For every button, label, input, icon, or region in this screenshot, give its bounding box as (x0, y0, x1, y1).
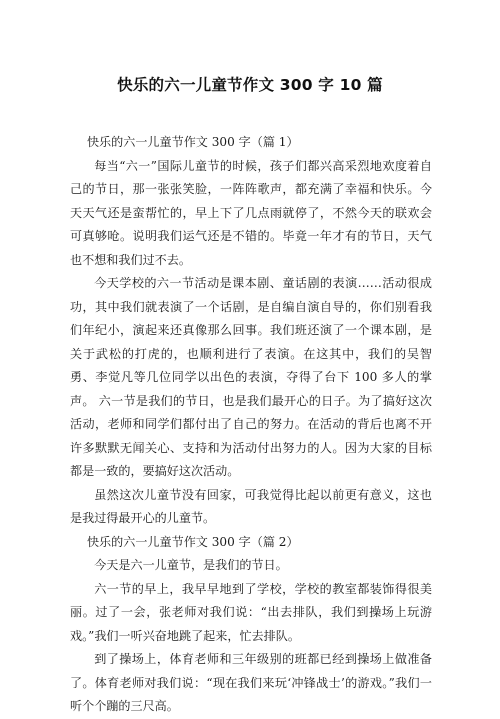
paragraph: 虽然这次儿童节没有回家，可我觉得比起以前更有意义，这也是我过得最开心的儿童节。 (70, 487, 432, 525)
paragraph: 六一节的早上，我早早地到了学校，学校的教室都装饰得很美丽。过了一会，张老师对我们说：“出去排队，我们到操场上玩游戏。”我们一听兴奋地跳了起来，忙去排队。 (70, 581, 432, 643)
document-body (70, 131, 432, 719)
document-title: 快乐的六一儿童节作文 300 字 10 篇 (117, 76, 383, 94)
section-heading: 快乐的六一儿童节作文 300 字（篇 1） (86, 135, 299, 149)
paragraph: 今天是六一儿童节，是我们的节日。 (94, 558, 288, 572)
paragraph: 今天学校的六一节活动是课本剧、童话剧的表演……活动很成功，其中我们就表演了一个话剧，是自编自演自导的，你们别看我们年纪小，演起来还真像那么回事。我们班还演了一个课本剧，是关于武松的打虎的，也顺利进行了表演。在这其中，我们的吴智勇、李觉凡等几位同学以出色的表演，夺得了台下 100 多人的掌声。 六一节是我们的节日，也是我们最开心的日子。为了搞好这次活动，老师和同学们都付出了自己的努力。在活动的背后也离不开许多默默无闻关心、支持和为活动付出努力的人。因为大家的目标都是一致的，要搞好这次活动。 (70, 276, 432, 478)
section-heading: 快乐的六一儿童节作文 300 字（篇 2） (86, 534, 299, 549)
paragraph: 到了操场上，体育老师和三年级别的班都已经到操场上做准备了。体育老师对我们说：“现在我们来玩‘冲锋战士’的游戏。”我们一听个个蹦的三尺高。 (70, 652, 432, 713)
paragraph: 每当“六一”国际儿童节的时候，孩子们都兴高采烈地欢度着自己的节日，那一张张笑脸，一阵阵歌声，都充满了幸福和快乐。今天天气还是蛮帮忙的，早上下了几点雨就停了，不然今天的联欢会可真够呛。说明我们运气还是不错的。毕竟一年才有的节日，天气也不想和我们过不去。 (70, 158, 432, 267)
